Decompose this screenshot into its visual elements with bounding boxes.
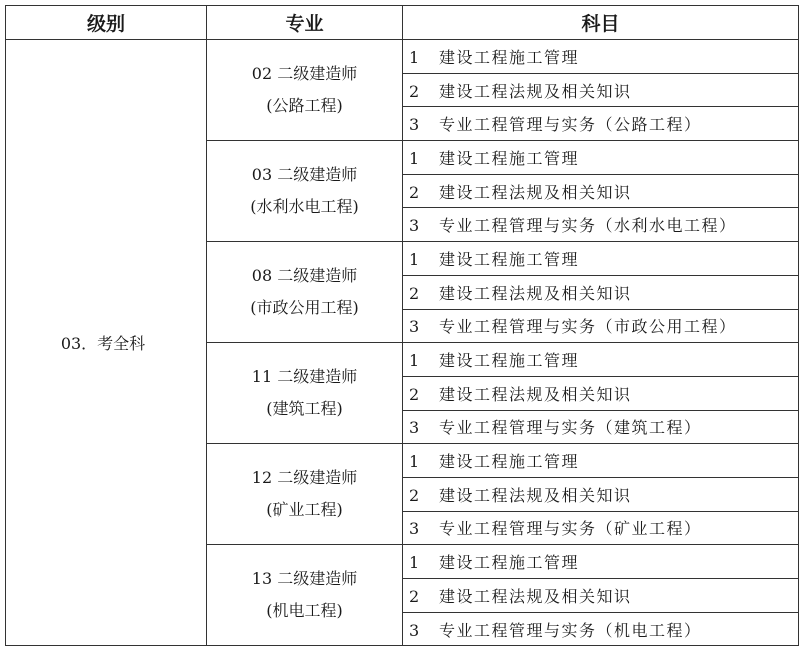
subject-number: 2 bbox=[409, 586, 420, 606]
subject-name: 专业工程管理与实务（市政公用工程） bbox=[439, 317, 737, 337]
major-cell bbox=[207, 242, 403, 343]
subject-name: 建设工程施工管理 bbox=[439, 148, 580, 168]
subject-number: 3 bbox=[409, 519, 420, 539]
subject-name: 专业工程管理与实务（矿业工程） bbox=[439, 519, 702, 539]
subject-cell bbox=[403, 73, 799, 107]
subject-number: 2 bbox=[409, 485, 420, 505]
subject-number: 3 bbox=[409, 418, 420, 438]
header-subject: 科目 bbox=[403, 6, 799, 40]
subject-cell bbox=[403, 612, 799, 646]
subject-cell bbox=[403, 242, 799, 276]
subject-cell bbox=[403, 579, 799, 613]
subject-number: 3 bbox=[409, 620, 420, 640]
subject-number: 1 bbox=[409, 249, 420, 269]
subject-name: 建设工程法规及相关知识 bbox=[439, 283, 632, 303]
subject-cell bbox=[403, 309, 799, 343]
major-title: 13 二级建造师 bbox=[251, 569, 358, 589]
major-title: 11 二级建造师 bbox=[251, 367, 358, 387]
subject-cell bbox=[403, 107, 799, 141]
subject-number: 1 bbox=[409, 148, 420, 168]
subject-number: 2 bbox=[409, 81, 420, 101]
subject-name: 建设工程法规及相关知识 bbox=[439, 384, 632, 404]
major-title: 03 二级建造师 bbox=[251, 165, 358, 185]
subject-name: 专业工程管理与实务（公路工程） bbox=[439, 115, 702, 135]
major-cell bbox=[207, 141, 403, 242]
major-cell bbox=[207, 444, 403, 545]
subject-name: 专业工程管理与实务（水利水电工程） bbox=[439, 216, 737, 236]
subject-name: 建设工程施工管理 bbox=[439, 47, 580, 67]
subject-name: 专业工程管理与实务（建筑工程） bbox=[439, 418, 702, 438]
subject-name: 专业工程管理与实务（机电工程） bbox=[439, 620, 702, 640]
subject-cell bbox=[403, 477, 799, 511]
subject-number: 2 bbox=[409, 283, 420, 303]
major-specialty: (水利水电工程) bbox=[250, 197, 359, 217]
subject-number: 2 bbox=[409, 384, 420, 404]
subject-name: 建设工程法规及相关知识 bbox=[439, 586, 632, 606]
subject-number: 1 bbox=[409, 47, 420, 67]
header-major: 专业 bbox=[207, 6, 403, 40]
subject-cell bbox=[403, 343, 799, 377]
major-specialty: (矿业工程) bbox=[266, 500, 343, 520]
header-level: 级别 bbox=[6, 6, 207, 40]
major-title: 02 二级建造师 bbox=[251, 64, 358, 84]
subject-number: 3 bbox=[409, 216, 420, 236]
subject-number: 1 bbox=[409, 553, 420, 573]
subject-cell bbox=[403, 410, 799, 444]
major-specialty: (市政公用工程) bbox=[250, 298, 359, 318]
subject-number: 1 bbox=[409, 351, 420, 371]
subject-cell bbox=[403, 141, 799, 175]
subject-name: 建设工程法规及相关知识 bbox=[439, 81, 632, 101]
subject-cell bbox=[403, 511, 799, 545]
subject-name: 建设工程施工管理 bbox=[439, 553, 580, 573]
subject-number: 3 bbox=[409, 115, 420, 135]
subject-cell bbox=[403, 444, 799, 478]
major-specialty: (机电工程) bbox=[266, 601, 343, 621]
subject-cell bbox=[403, 208, 799, 242]
major-cell bbox=[207, 545, 403, 646]
subject-cell bbox=[403, 376, 799, 410]
level-cell bbox=[6, 40, 207, 646]
subject-cell bbox=[403, 174, 799, 208]
level-label: 03．考全科 bbox=[60, 334, 146, 354]
major-title: 08 二级建造师 bbox=[251, 266, 358, 286]
subject-number: 1 bbox=[409, 452, 420, 472]
subject-cell bbox=[403, 275, 799, 309]
subject-cell bbox=[403, 40, 799, 74]
header-row bbox=[6, 6, 799, 40]
subject-row bbox=[6, 40, 799, 74]
major-cell bbox=[207, 343, 403, 444]
major-specialty: (建筑工程) bbox=[266, 399, 343, 419]
subject-name: 建设工程法规及相关知识 bbox=[439, 485, 632, 505]
subject-cell bbox=[403, 545, 799, 579]
exam-subject-table bbox=[5, 5, 799, 646]
subject-name: 建设工程施工管理 bbox=[439, 351, 580, 371]
subject-number: 3 bbox=[409, 317, 420, 337]
subject-name: 建设工程施工管理 bbox=[439, 452, 580, 472]
subject-name: 建设工程施工管理 bbox=[439, 249, 580, 269]
major-title: 12 二级建造师 bbox=[251, 468, 358, 488]
subject-number: 2 bbox=[409, 182, 420, 202]
major-specialty: (公路工程) bbox=[266, 96, 343, 116]
subject-name: 建设工程法规及相关知识 bbox=[439, 182, 632, 202]
major-cell bbox=[207, 40, 403, 141]
